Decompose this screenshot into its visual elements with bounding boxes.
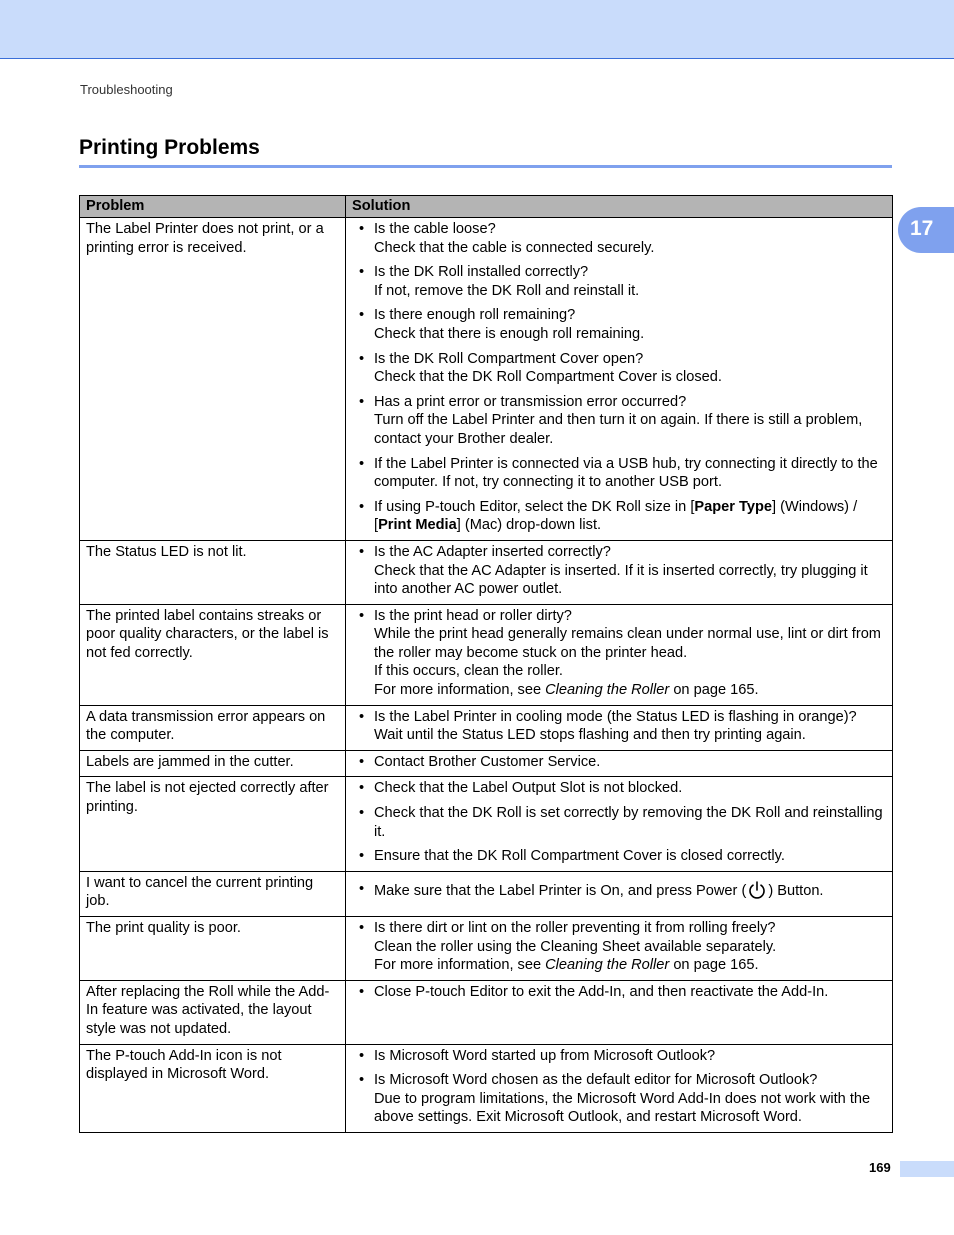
solution-line: • Is the cable loose? [374, 221, 496, 237]
problem-cell: The Label Printer does not print, or a printing error is received. [80, 218, 346, 541]
table-row [80, 540, 893, 604]
solution-list [358, 220, 888, 535]
solution-line: • Has a print error or transmission error occurred? [374, 393, 687, 410]
solution-item [358, 455, 888, 492]
solution-item [358, 1047, 888, 1066]
running-header: Troubleshooting [80, 82, 173, 97]
solution-line: While the print head generally remains clean under normal use, lint or dirt from the roller may become stuck on the printer head. [374, 626, 881, 661]
solution-item [358, 708, 888, 745]
solution-item [358, 779, 888, 798]
table-row [80, 917, 893, 981]
solution-line: • Is the print head or roller dirty? [374, 607, 572, 624]
footer-bar [900, 1161, 954, 1177]
solution-item [358, 220, 888, 257]
solution-list [358, 983, 888, 1002]
menu-name-print-media: Print Media [378, 517, 457, 534]
solution-item [358, 498, 888, 535]
menu-name-paper-type: Paper Type [694, 498, 772, 515]
solution-column-header: Solution [346, 196, 893, 218]
solution-cell [346, 218, 893, 541]
table-row [80, 777, 893, 871]
solution-line: If not, remove the DK Roll and reinstall it. [374, 282, 640, 299]
solution-list [358, 779, 888, 865]
problem-column-header: Problem [80, 196, 346, 218]
solution-line: Check that the AC Adapter is inserted. If it is inserted correctly, try plugging it into another AC power outlet. [374, 562, 868, 598]
solution-list [358, 753, 888, 772]
solution-line: • Is the DK Roll installed correctly? [374, 264, 589, 281]
solution-list [358, 607, 888, 700]
solution-line: • If the Label Printer is connected via a USB hub, try connecting it directly to the computer. If not, try connecting it to another USB port. [374, 455, 878, 491]
solution-item [358, 350, 888, 387]
table-row [80, 1044, 893, 1132]
solution-line: • Is there dirt or lint on the roller preventing it from rolling freely? [374, 920, 776, 936]
reference-text: For more information, see [374, 957, 546, 974]
table-header-row [80, 196, 893, 218]
solution-item [358, 804, 888, 841]
solution-list [358, 543, 888, 599]
problem-cell: After replacing the Roll while the Add-In feature was activated, the layout style was not updated. [80, 980, 346, 1044]
table-body [80, 218, 893, 1133]
table-row [80, 980, 893, 1044]
solution-item [358, 607, 888, 700]
solution-item [358, 306, 888, 343]
solution-line: • Contact Brother Customer Service. [374, 753, 601, 770]
problem-cell: Labels are jammed in the cutter. [80, 750, 346, 777]
solution-line: Check that there is enough roll remaining. [374, 325, 645, 342]
page-number: 169 [869, 1160, 891, 1175]
solution-cell [346, 917, 893, 981]
solution-item [358, 847, 888, 866]
solution-cell [346, 777, 893, 871]
solution-cell [346, 750, 893, 777]
solution-cell [346, 871, 893, 916]
reference-page: on page 165. [669, 957, 759, 974]
page-title: Printing Problems [79, 136, 260, 159]
power-icon [747, 880, 767, 906]
solution-line: • Is the AC Adapter inserted correctly? [374, 543, 611, 560]
table-row [80, 871, 893, 916]
header-band [0, 0, 954, 59]
solution-item [358, 263, 888, 300]
solution-list [358, 708, 888, 745]
solution-cell [346, 980, 893, 1044]
solution-text: ] (Mac) drop-down list. [456, 517, 602, 534]
solution-cell [346, 1044, 893, 1132]
problem-cell: I want to cancel the current printing job. [80, 871, 346, 916]
solution-line: Wait until the Status LED stops flashing and then try printing again. [374, 727, 806, 744]
table-row [80, 604, 893, 705]
problem-cell: The label is not ejected correctly after printing. [80, 777, 346, 871]
solution-line: • Is Microsoft Word started up from Microsoft Outlook? [374, 1047, 716, 1064]
cross-reference [374, 681, 888, 700]
chapter-number: 17 [910, 217, 934, 240]
solution-line: Due to program limitations, the Microsoft Word Add-In does not work with the above settings. Exit Microsoft Outlook, and restart Microsoft Word. [374, 1090, 871, 1126]
solution-cell [346, 604, 893, 705]
solution-item [358, 983, 888, 1002]
solution-item [358, 1071, 888, 1127]
solution-line: • Check that the Label Output Slot is not blocked. [374, 780, 683, 797]
solution-line: • Ensure that the DK Roll Compartment Cover is closed correctly. [374, 848, 785, 865]
solution-item [358, 880, 888, 906]
cross-reference [374, 956, 888, 975]
solution-line: Clean the roller using the Cleaning Sheet available separately. [374, 938, 777, 955]
title-underline [79, 165, 892, 168]
troubleshooting-table [79, 195, 893, 1133]
solution-item [358, 543, 888, 599]
chapter-tab [898, 207, 954, 253]
problem-cell: A data transmission error appears on the computer. [80, 705, 346, 750]
problem-cell: The printed label contains streaks or poor quality characters, or the label is not fed correctly. [80, 604, 346, 705]
solution-line: • Is the Label Printer in cooling mode (the Status LED is flashing in orange)? [374, 708, 857, 725]
solution-line: • Is there enough roll remaining? [374, 307, 576, 324]
solution-text: ) Button. [768, 882, 824, 899]
problem-cell: The Status LED is not lit. [80, 540, 346, 604]
solution-list [358, 919, 888, 975]
solution-text: Make sure that the Label Printer is On, and press Power ( [374, 882, 747, 899]
solution-item [358, 753, 888, 772]
table-row [80, 218, 893, 541]
solution-text: ] (Windows) / [ [374, 498, 858, 534]
reference-page: on page 165. [669, 682, 759, 699]
solution-line: Turn off the Label Printer and then turn it on again. If there is still a problem, contact your Brother dealer. [374, 412, 863, 447]
solution-line: • Check that the DK Roll is set correctly by removing the DK Roll and reinstalling it. [374, 805, 883, 840]
solution-cell [346, 705, 893, 750]
solution-cell [346, 540, 893, 604]
solution-list [358, 1047, 888, 1127]
solution-line: • Close P-touch Editor to exit the Add-In, and then reactivate the Add-In. [374, 983, 829, 1000]
solution-line: • Is the DK Roll Compartment Cover open? [374, 350, 644, 367]
problem-cell: The print quality is poor. [80, 917, 346, 981]
reference-title: Cleaning the Roller [545, 957, 670, 974]
solution-line: Check that the DK Roll Compartment Cover is closed. [374, 369, 722, 386]
problem-cell: The P-touch Add-In icon is not displayed in Microsoft Word. [80, 1044, 346, 1132]
solution-list [358, 880, 888, 906]
solution-line: If this occurs, clean the roller. [374, 663, 563, 680]
solution-text: If using P-touch Editor, select the DK Roll size in [ [374, 498, 695, 515]
solution-line: • Is Microsoft Word chosen as the default editor for Microsoft Outlook? [374, 1072, 818, 1089]
solution-item [358, 919, 888, 975]
table-row [80, 705, 893, 750]
reference-text: For more information, see [374, 682, 546, 699]
solution-item [358, 393, 888, 449]
reference-title: Cleaning the Roller [545, 682, 670, 699]
table-row [80, 750, 893, 777]
solution-line: Check that the cable is connected securely. [374, 239, 655, 256]
